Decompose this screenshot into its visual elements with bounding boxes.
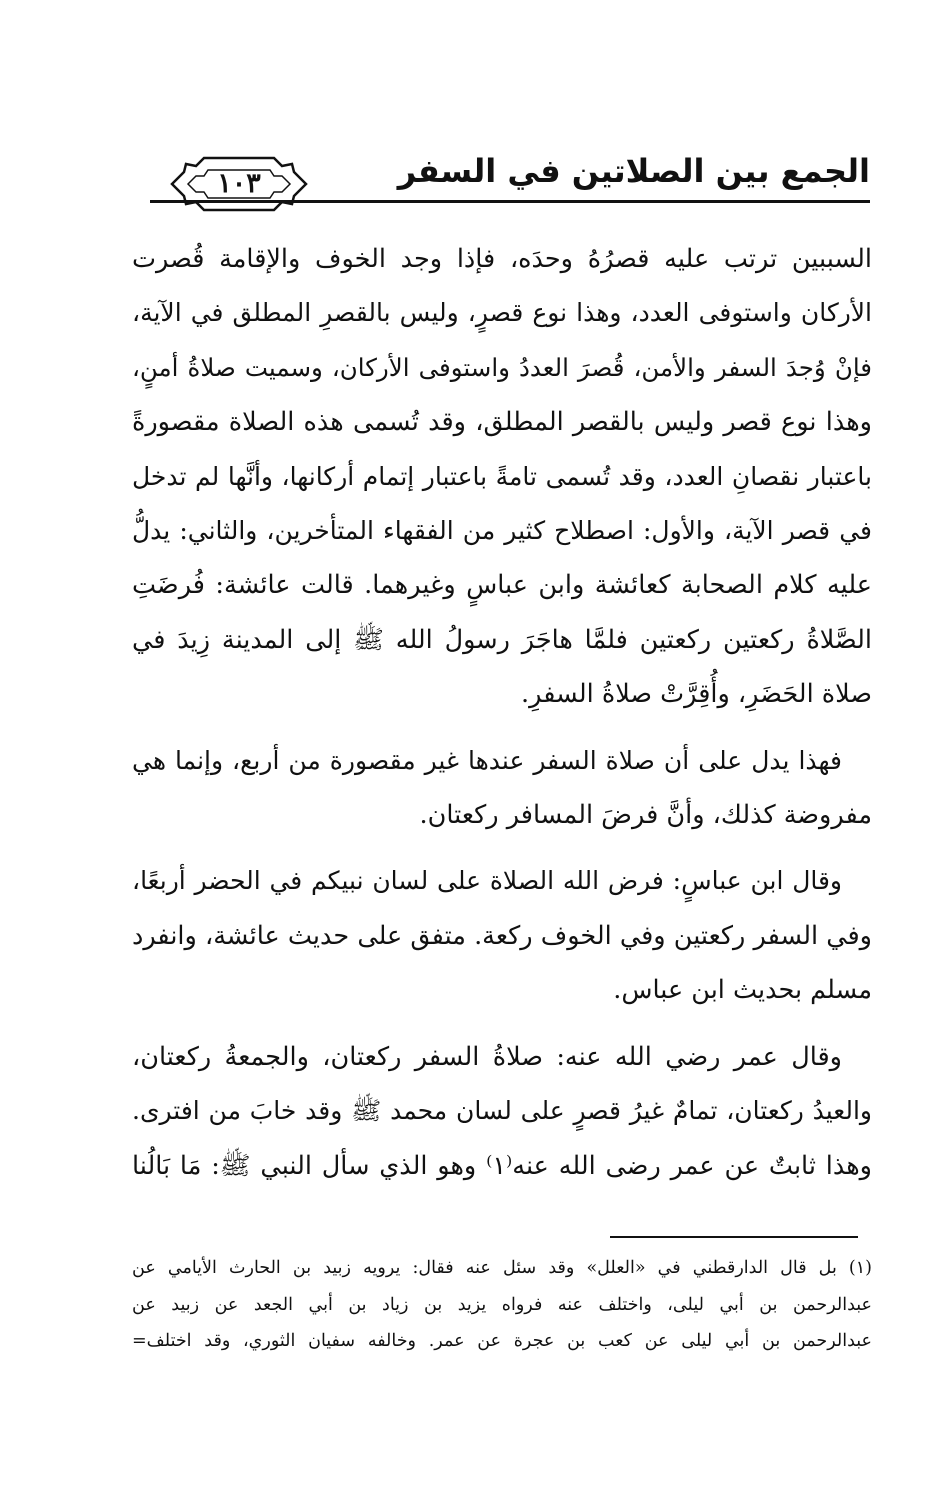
text-line: والعيدُ ركعتان، تمامٌ غيرُ قصرٍ على لسان محمد ﷺ وقد خابَ من افترى. [132,1096,872,1126]
footnote-line: (١) بل قال الدارقطني في «العلل» وقد سئل عنه فقال: يرويه زبيد بن الحارث الأيامي عن [132,1258,872,1278]
text-line: وقال عمر رضي الله عنه: صلاةُ السفر ركعتان، والجمعةُ ركعتان، [132,1041,842,1072]
footnote-rule [610,1236,858,1238]
text-line: فهذا يدل على أن صلاة السفر عندها غير مقصورة من أربع، وإنما هي [132,745,842,775]
paragraph-2 [132,734,872,843]
text-line: في قصر الآية، والأول: اصطلاح كثير من الفقهاء المتأخرين، والثاني: يدلُّ [132,516,872,546]
paragraph-1 [132,232,872,722]
text-line: السببين ترتب عليه قصرُهُ وحدَه، فإذا وجد الخوف والإقامة قُصرت [132,244,872,274]
text-line: فإنْ وُجدَ السفر والأمن، قُصرَ العددُ واستوفى الأركان، وسميت صلاةُ أمنٍ، [132,352,872,382]
text-line: وفي السفر ركعتين وفي الخوف ركعة. متفق على حديث عائشة، وانفرد [132,920,872,951]
footnote-line: عبدالرحمن بن أبي ليلى عن كعب بن عجرة عن عمر. وخالفه سفيان الثوري، وقد اختلف= [132,1331,872,1351]
main-text [132,232,872,1193]
page-header [150,142,870,222]
text-line: صلاة الحَضَرِ، وأُقِرَّتْ صلاةُ السفرِ. [521,679,872,710]
text-line: الصَّلاةُ ركعتين ركعتين فلمَّا هاجَرَ رسولُ الله ﷺ إلى المدينة زِيدَ في [132,624,872,655]
text-line: وقال ابن عباسٍ: فرض الله الصلاة على لسان نبيكم في الحضر أربعًا، [132,866,842,896]
paragraph-3 [132,854,872,1017]
page-number: ١٠٣ [217,168,261,199]
text-line: مسلم بحديث ابن عباس. [613,975,872,1006]
text-line: وهذا ثابتٌ عن عمر رضى الله عنه⁽١⁾ وهو الذي سأل النبي ﷺ: مَا بَالُنا [132,1150,872,1181]
page-number-badge [164,152,314,216]
header-rule [150,200,870,203]
text-line: الأركان واستوفى العدد، وهذا نوع قصرٍ، وليس بالقصرِ المطلق في الآية، [132,298,872,328]
text-line: وهذا نوع قصر وليس بالقصر المطلق، وقد تُسمى هذه الصلاة مقصورةً [132,407,872,438]
footnotes [132,1250,872,1360]
paragraph-4 [132,1030,872,1193]
footnote-line: عبدالرحمن بن أبي ليلى، واختلف عنه فرواه يزيد بن زياد بن أبي الجعد عن زبيد عن [132,1294,872,1315]
text-line: مفروضة كذلك، وأنَّ فرضَ المسافر ركعتان. [419,800,872,831]
running-title: الجمع بين الصلاتين في السفر [397,152,870,190]
text-line: باعتبار نقصانِ العدد، وقد تُسمى تامةً باعتبار إتمام أركانها، وأنَّها لم تدخل [132,461,872,491]
text-line: عليه كلام الصحابة كعائشة وابن عباسٍ وغيرهما. قالت عائشة: فُرضَتِ [132,570,872,601]
